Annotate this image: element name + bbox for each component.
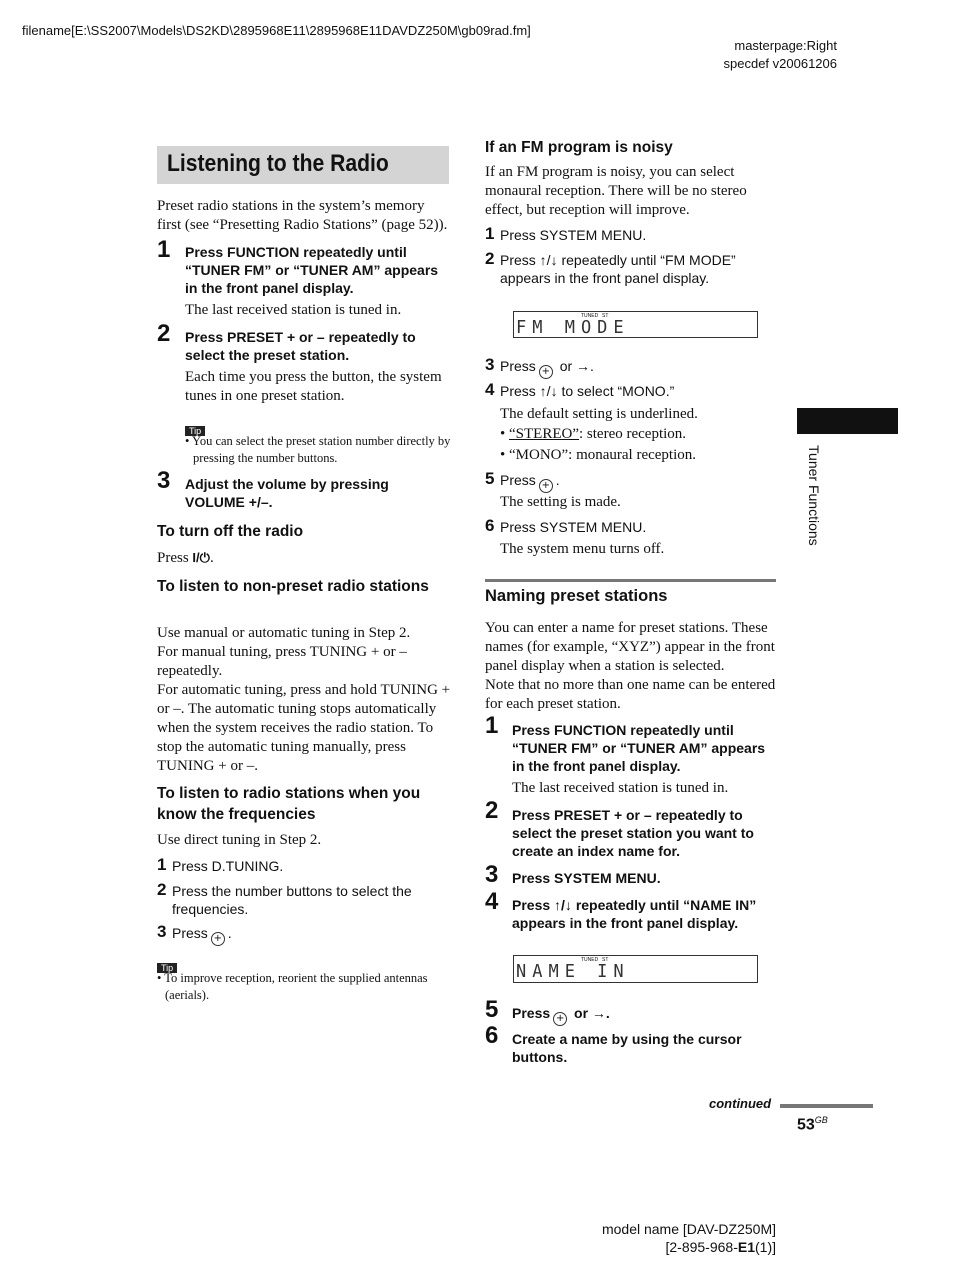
turn-off-text: Press I/⏻.: [157, 550, 214, 566]
fm-noisy-intro: If an FM program is noisy, you can select monaural reception. There will be no stereo effect, but reception will improve.: [485, 164, 747, 218]
enter-button-icon: +: [211, 932, 225, 946]
step-number: 1: [485, 712, 499, 739]
masterpage-label: masterpage:Right: [734, 38, 837, 53]
default-note: The default setting is underlined.: [500, 406, 698, 422]
step-note: Each time you press the button, the system tunes in one preset station.: [185, 369, 442, 404]
step-number: 1: [485, 224, 495, 243]
step-instruction: Press D.TUNING.: [172, 858, 284, 874]
step-number: 2: [485, 249, 495, 268]
tuned-indicator: TUNED: [581, 957, 599, 963]
page-title: Listening to the Radio: [167, 150, 389, 177]
step-note: The system menu turns off.: [500, 541, 665, 557]
step-instruction: Press ↑/↓ to select “MONO.”: [500, 383, 675, 399]
non-preset-heading: To listen to non-preset radio stations: [157, 578, 429, 595]
step-instruction: Press + or →.: [500, 358, 594, 377]
model-name: model name [DAV-DZ250M]: [601, 1221, 776, 1237]
enter-button-icon: +: [539, 365, 553, 379]
step-instruction: Press SYSTEM MENU.: [512, 870, 661, 886]
enter-button-icon: +: [539, 479, 553, 493]
filename-header: filename[E:\SS2007\Models\DS2KD\2895968E11\2895968E11DAVDZ250M\gb09rad.fm]: [22, 23, 531, 38]
know-freq-intro: Use direct tuning in Step 2.: [157, 832, 322, 848]
enter-button-icon: +: [553, 1012, 567, 1026]
step-number: 3: [485, 861, 499, 888]
turn-off-heading: To turn off the radio: [157, 523, 304, 540]
step-instruction: Press PRESET + or – repeatedly to select the preset station you want to create an index name for.: [512, 807, 754, 859]
step-instruction: Press ↑/↓ repeatedly until “NAME IN” appears in the front panel display.: [512, 897, 757, 931]
naming-heading: Naming preset stations: [485, 587, 668, 605]
stereo-option: • “STEREO”: stereo reception.: [500, 426, 687, 442]
display-text: FM MODE: [516, 317, 630, 339]
step-instruction: Press FUNCTION repeatedly until “TUNER FM” or “TUNER AM” appears in the front panel display.: [185, 244, 439, 296]
step-number: 3: [485, 355, 495, 374]
step-number: 4: [485, 380, 495, 399]
step-number: 1: [157, 855, 167, 874]
step-number: 5: [485, 996, 499, 1023]
step-number: 4: [485, 888, 499, 915]
step-number: 3: [157, 467, 171, 494]
step-number: 2: [157, 880, 167, 899]
step-number: 6: [485, 516, 495, 535]
step-number: 2: [485, 797, 499, 824]
section-divider: [485, 579, 776, 582]
step-number: 1: [157, 236, 171, 263]
continued-rule: [780, 1104, 873, 1108]
step-note: The setting is made.: [500, 494, 621, 510]
power-icon: I/⏻: [192, 550, 210, 565]
step-instruction: Press + .: [172, 925, 232, 944]
step-instruction: Press SYSTEM MENU.: [500, 227, 647, 243]
title-bar: [157, 146, 449, 184]
step-number: 3: [157, 922, 167, 941]
step-instruction: Press FUNCTION repeatedly until “TUNER FM” or “TUNER AM” appears in the front panel display.: [512, 722, 766, 774]
name-in-display: [513, 955, 758, 983]
tip-label: Tip: [185, 421, 205, 439]
step-instruction: Adjust the volume by pressing VOLUME +/–.: [185, 476, 389, 510]
step-number: 6: [485, 1022, 499, 1049]
mono-option: • “MONO”: monaural reception.: [500, 447, 697, 463]
non-preset-text: Use manual or automatic tuning in Step 2. For manual tuning, press TUNING + or – repeatedly. For automatic tuning, press and hold TUNING + or –. The automatic tuning stops automatically when the system receives the radio station. To stop the automatic tuning manually, press TUNING + or –.: [157, 625, 451, 774]
know-freq-heading: To listen to radio stations when you know the frequencies: [157, 785, 421, 823]
side-tab-label: Tuner Functions: [806, 445, 822, 546]
step-instruction: Press + or →.: [512, 1005, 610, 1024]
st-indicator: ST: [602, 957, 609, 963]
step-instruction: Press SYSTEM MENU.: [500, 519, 647, 535]
step-instruction: Press + .: [500, 472, 560, 491]
intro-paragraph: Preset radio stations in the system’s memory first (see “Presetting Radio Stations” (page 52)).: [157, 198, 448, 233]
side-tab-bar: [797, 408, 898, 434]
step-instruction: Create a name by using the cursor buttons.: [512, 1031, 742, 1065]
tip-text: • To improve reception, reorient the supplied antennas (aerials).: [157, 971, 428, 1002]
display-text: NAME IN: [516, 961, 630, 983]
continued-label: continued: [709, 1096, 772, 1111]
page-number: $53^{GB}$: [797, 1115, 828, 1134]
step-note: The last received station is tuned in.: [185, 302, 402, 318]
step-instruction: Press PRESET + or – repeatedly to select the preset station.: [185, 329, 416, 363]
fm-noisy-heading: If an FM program is noisy: [485, 139, 673, 156]
tip-label: Tip: [157, 958, 177, 976]
tuned-indicator: TUNED: [581, 313, 599, 319]
step-number: 2: [157, 320, 171, 347]
step-number: 5: [485, 469, 495, 488]
step-note: The last received station is tuned in.: [512, 780, 729, 796]
fm-mode-display: [513, 311, 758, 338]
naming-intro: You can enter a name for preset stations. These names (for example, “XYZ”) appear in the front panel display when a station is selected. Note that no more than one name can be entered for each preset station.: [485, 620, 776, 712]
step-instruction: Press the number buttons to select the frequencies.: [172, 883, 412, 917]
st-indicator: ST: [602, 313, 609, 319]
specdef-label: specdef v20061206: [723, 56, 837, 71]
part-number: [2-895-968-E1(1)]: [665, 1239, 776, 1255]
step-instruction: Press ↑/↓ repeatedly until “FM MODE” appears in the front panel display.: [500, 252, 736, 286]
tip-text: • You can select the preset station number directly by pressing the number buttons.: [185, 434, 451, 465]
